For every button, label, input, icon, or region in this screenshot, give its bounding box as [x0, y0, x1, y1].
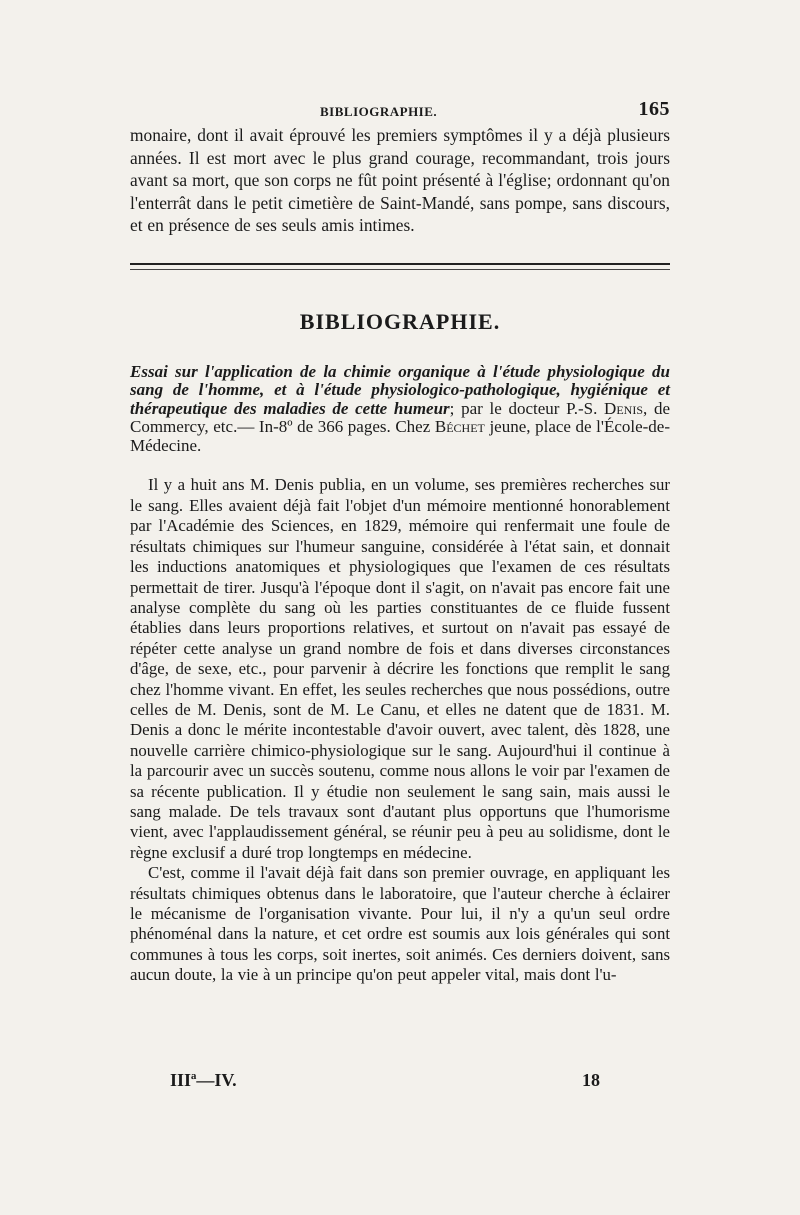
section-divider	[130, 263, 670, 275]
book-author: Denis	[604, 398, 643, 418]
signature-mark: IIIª—IV.	[170, 1070, 237, 1090]
body-paragraph-2: C'est, comme il l'avait déjà fait dans son premier ouvrage, en appliquant les résultats chimiques obtenus dans le laboratoire, que l'auteur cherche à éclairer le mécanisme de l'organisation vivante. Pour lui, il n'y a qu'un seul ordre phénoménal dans la nature, et cet ordre est soumis aux lois générales qui sont communes à tous les corps, soit inertes, soit animés. Ces derniers doivent, sans aucun doute, la vie à un principe qu'on peut appeler vital, mais dont l'u-	[130, 863, 670, 985]
page	[130, 98, 670, 986]
book-title: Essai sur l'application de la chimie organique à l'étude physiologique du sang de l'homme, et à l'étude physiologico-pathologique, hygiénique et thérapeutique des maladies de cette humeur	[130, 361, 670, 418]
sheet-number: 18	[582, 1070, 600, 1090]
book-by: ; par le docteur P.-S.	[449, 398, 598, 418]
book-address: jeune, place de l'École-de-Médecine.	[130, 417, 671, 455]
bibliography-entry	[130, 363, 670, 456]
divider-rule-thick	[130, 263, 670, 265]
page-footer	[170, 1070, 630, 1094]
review-body	[130, 475, 670, 985]
book-publisher: Béchet	[434, 417, 485, 437]
body-paragraph-1: Il y a huit ans M. Denis publia, en un volume, ses premières recherches sur le sang. Elles avaient déjà fait l'objet d'un mémoire mentionné honorablement par l'Académie des Sciences, en 1829, mémoire qui renfermait une foule de résultats chimiques sur l'humeur sanguine, considérée à l'état sain, et donnait les inductions anatomiques et physiologiques que l'examen de ces résultats permettait de tirer. Jusqu'à l'époque dont il s'agit, on n'avait pas encore fait une analyse complète du sang où les parties constituantes de ce fluide fussent établies dans leurs proportions relatives, et surtout on n'avait pas essayé de répéter cette analyse un grand nombre de fois et dans diverses circonstances d'âge, de sexe, etc., pour parvenir à décrire les fonctions que remplit le sang chez l'homme vivant. En effet, les seules recherches que nous possédions, outre celles de M. Denis, sont de M. Le Canu, et elles ne datent que de 1831. M. Denis a donc le mérite incontestable d'avoir ouvert, avec talent, dès 1828, une nouvelle carrière chimico-physiologique sur le sang. Aujourd'hui il continue à la parcourir avec un succès soutenu, comme nous allons le voir par l'examen de sa récente publication. Il y étudie non seulement le sang sain, mais aussi le sang malade. De tels travaux sont d'autant plus opportuns que l'humorisme vient, avec l'applaudissement général, se réunir peu à peu au solidisme, dont le règne exclusif a duré trop longtemps en médecine.	[130, 475, 670, 862]
running-head	[130, 98, 670, 124]
section-title: BIBLIOGRAPHIE.	[299, 308, 501, 334]
page-number: 165	[638, 98, 670, 120]
book-place: , de Commercy, etc.— In-8º de 366 pages. Chez	[130, 398, 670, 437]
running-title: BIBLIOGRAPHIE.	[320, 104, 438, 119]
intro-paragraph: monaire, dont il avait éprouvé les premiers symptômes il y a déjà plusieurs années. Il est mort avec le plus grand courage, recommandant, trois jours avant sa mort, que son corps ne fût point présenté à l'église; ordonnant qu'on l'enterrât dans le petit cimetière de Saint-Mandé, sans pompe, sans discours, et en présence de ses seuls amis intimes.	[130, 125, 670, 235]
divider-rule-thin	[130, 269, 670, 270]
